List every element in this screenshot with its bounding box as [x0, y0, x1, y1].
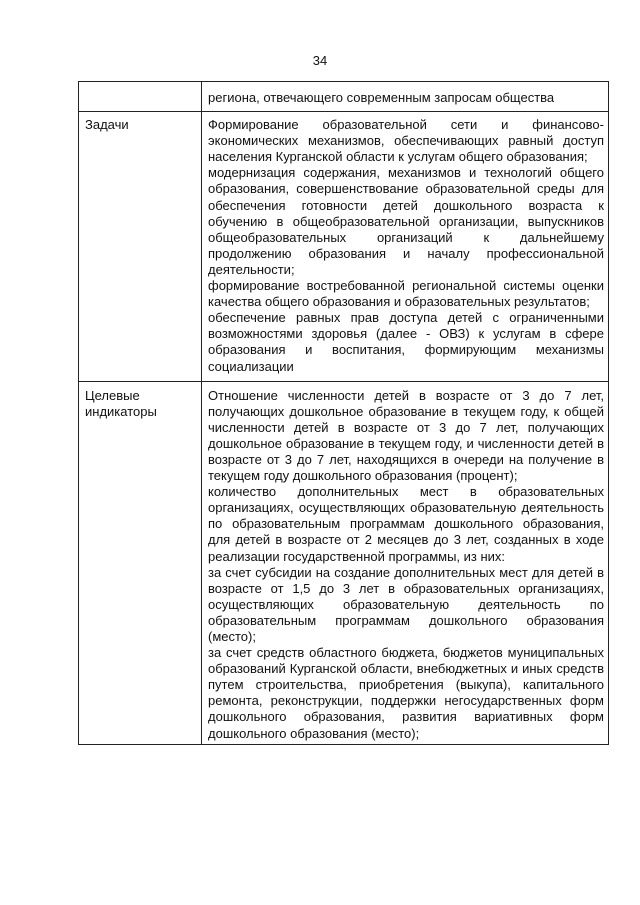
- program-passport-table: [78, 81, 609, 745]
- indicator-paragraph: за счет субсидии на создание дополнительных мест для детей в возрасте от 1,5 до 3 лет в образовательных организациях, осуществляющих образовательную деятельность по образовательным программам дошкольного образования (место);: [208, 564, 604, 644]
- tasks-content: [202, 112, 609, 382]
- tasks-label: Задачи: [79, 112, 202, 382]
- table-row-continuation: [79, 82, 609, 112]
- table-row-indicators: [79, 381, 609, 744]
- empty-label-cell: [79, 82, 202, 112]
- table-row-tasks: [79, 112, 609, 382]
- task-paragraph: Формирование образовательной сети и финансово-экономических механизмов, обеспечивающих равный доступ населения Курганской области к услугам общего образования;: [208, 117, 604, 165]
- indicator-paragraph: за счет средств областного бюджета, бюджетов муниципальных образований Курганской области, внебюджетных и иных средств путем строительства, приобретения (выкупа), капитального ремонта, реконструкции, поддержки негосударственных форм дошкольного образования, развития вариативных форм дошкольного образования (место);: [208, 645, 604, 741]
- indicators-label: Целевые индикаторы: [79, 381, 202, 744]
- indicator-paragraph: Отношение численности детей в возрасте от 3 до 7 лет, получающих дошкольное образование в текущем году, к общей численности детей в возрасте от 3 до 7 лет, получающих дошкольное образование в текущем году, и численности детей в возрасте от 3 до 7 лет, находящихся в очереди на получение в текущем году дошкольного образования (процент);: [208, 387, 604, 484]
- task-paragraph: формирование востребованной региональной системы оценки качества общего образования и образовательных результатов;: [208, 278, 604, 310]
- task-paragraph: модернизация содержания, механизмов и технологий общего образования, совершенствование образовательной среды для обеспечения готовности детей дошкольного возраста к обучению в общеобразовательной организации, выпускников общеобразовательных организаций к дальнейшему продолжению образования и началу профессиональной деятельности;: [208, 165, 604, 277]
- task-paragraph: обеспечение равных прав доступа детей с ограниченными возможностями здоровья (далее - ОВЗ) к услугам в сфере образования и воспитания, формирующим механизмы социализации: [208, 310, 604, 374]
- indicators-content: [202, 381, 609, 744]
- continuation-text: региона, отвечающего современным запросам общества: [202, 82, 609, 112]
- page-number: 34: [312, 53, 328, 68]
- indicator-paragraph: количество дополнительных мест в образовательных организациях, осуществляющих образовательную деятельность по образовательным программам дошкольного образования, для детей в возрасте от 2 месяцев до 3 лет, созданных в ходе реализации государственной программы, из них:: [208, 484, 604, 564]
